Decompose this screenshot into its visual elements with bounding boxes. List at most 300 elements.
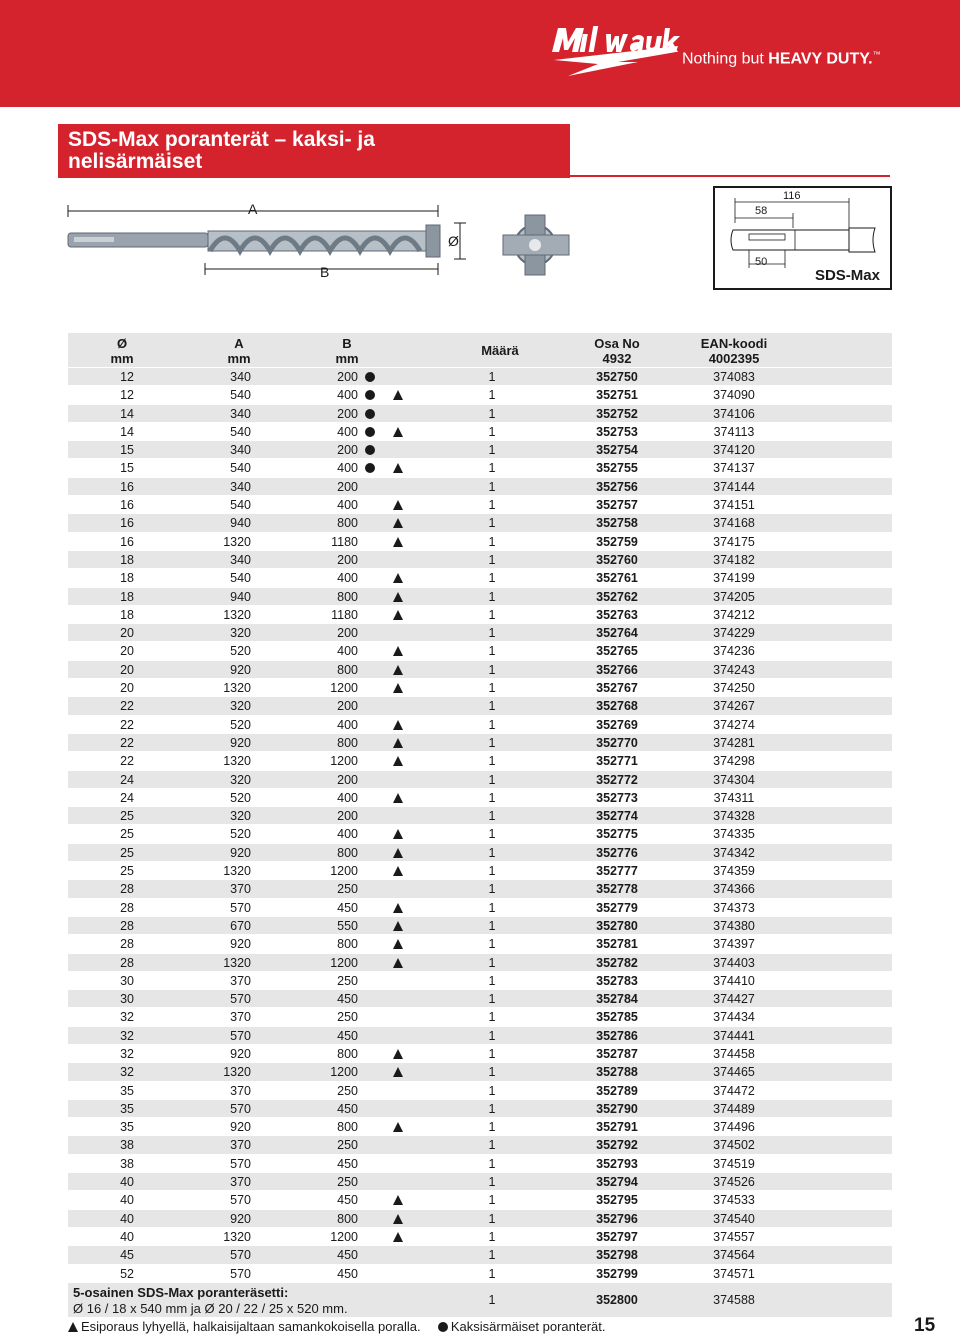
pre-drill-triangle-icon [392, 791, 404, 805]
quantity-cell: 1 [488, 424, 496, 439]
two-cutter-dot-icon [364, 388, 376, 402]
ean-cell: 374335 [713, 827, 755, 842]
diameter-cell: 28 [120, 882, 134, 897]
pre-drill-triangle-icon [392, 1193, 404, 1207]
working-length-cell: 400 [337, 498, 358, 513]
col-b-symbol: B [342, 336, 352, 351]
part-number-cell: 352756 [596, 479, 638, 494]
diameter-cell: 52 [120, 1266, 134, 1281]
pre-drill-triangle-icon [392, 1047, 404, 1061]
diameter-cell: 35 [120, 1101, 134, 1116]
total-length-cell: 540 [230, 388, 251, 403]
total-length-cell: 540 [230, 461, 251, 476]
diameter-cell: 20 [120, 626, 134, 641]
brand-header-bar [0, 0, 960, 107]
two-cutter-dot-icon [364, 443, 376, 457]
set-quantity: 1 [488, 1292, 496, 1307]
ean-cell: 374502 [713, 1138, 755, 1153]
diameter-cell: 35 [120, 1120, 134, 1135]
diameter-cell: 18 [120, 607, 134, 622]
part-number-cell: 352767 [596, 681, 638, 696]
quantity-cell: 1 [488, 845, 496, 860]
quantity-cell: 1 [488, 1028, 496, 1043]
diameter-cell: 28 [120, 900, 134, 915]
table-row [68, 1210, 892, 1228]
working-length-cell: 800 [337, 1211, 358, 1226]
ean-cell: 374090 [713, 388, 755, 403]
quantity-cell: 1 [488, 1046, 496, 1061]
working-length-cell: 200 [337, 552, 358, 567]
table-row [68, 734, 892, 752]
working-length-cell: 450 [337, 1028, 358, 1043]
diameter-cell: 22 [120, 735, 134, 750]
working-length-cell: 200 [337, 809, 358, 824]
diameter-cell: 40 [120, 1229, 134, 1244]
total-length-cell: 370 [230, 1010, 251, 1025]
table-row [68, 1100, 892, 1118]
part-number-cell: 352791 [596, 1120, 638, 1135]
ean-cell: 374373 [713, 900, 755, 915]
ean-cell: 374236 [713, 644, 755, 659]
working-length-cell: 400 [337, 827, 358, 842]
diameter-cell: 16 [120, 479, 134, 494]
total-length-cell: 340 [230, 370, 251, 384]
total-length-cell: 570 [230, 1101, 251, 1116]
diameter-cell: 24 [120, 772, 134, 787]
table-row [68, 844, 892, 862]
diameter-cell: 14 [120, 406, 134, 421]
diameter-cell: 28 [120, 937, 134, 952]
total-length-cell: 920 [230, 735, 251, 750]
quantity-cell: 1 [488, 644, 496, 659]
total-length-cell: 540 [230, 571, 251, 586]
quantity-cell: 1 [488, 1193, 496, 1208]
total-length-cell: 920 [230, 1211, 251, 1226]
table-row [68, 917, 892, 935]
part-number-cell: 352750 [596, 370, 638, 384]
total-length-cell: 1320 [223, 955, 251, 970]
quantity-cell: 1 [488, 1120, 496, 1135]
col-b-unit: mm [335, 351, 359, 366]
ean-cell: 374113 [713, 424, 755, 439]
quantity-cell: 1 [488, 589, 496, 604]
table-row [68, 1118, 892, 1136]
pre-drill-triangle-icon [392, 663, 404, 677]
table-row [68, 478, 892, 496]
pre-drill-triangle-icon [392, 425, 404, 439]
quantity-cell: 1 [488, 1010, 496, 1025]
ean-cell: 374281 [713, 735, 755, 750]
pre-drill-triangle-icon [392, 1120, 404, 1134]
working-length-cell: 800 [337, 845, 358, 860]
quantity-cell: 1 [488, 370, 496, 384]
diameter-cell: 40 [120, 1175, 134, 1190]
total-length-cell: 1320 [223, 534, 251, 549]
two-cutter-dot-icon [364, 370, 376, 384]
total-length-cell: 320 [230, 809, 251, 824]
table-row [68, 386, 892, 404]
col-part-number-title: Osa No [594, 336, 640, 351]
ean-cell: 374557 [713, 1229, 755, 1244]
ean-cell: 374120 [713, 443, 755, 458]
working-length-cell: 800 [337, 735, 358, 750]
part-number-cell: 352765 [596, 644, 638, 659]
table-row [68, 1045, 892, 1063]
quantity-cell: 1 [488, 754, 496, 769]
table-row [68, 405, 892, 423]
drill-tip-end-view [495, 207, 580, 282]
part-number-cell: 352776 [596, 845, 638, 860]
ean-cell: 374106 [713, 406, 755, 421]
col-diameter-header [108, 336, 136, 366]
quantity-cell: 1 [488, 516, 496, 531]
table-row [68, 935, 892, 953]
ean-cell: 374397 [713, 937, 755, 952]
part-number-cell: 352785 [596, 1010, 638, 1025]
table-row [68, 423, 892, 441]
quantity-cell: 1 [488, 900, 496, 915]
ean-cell: 374496 [713, 1120, 755, 1135]
table-row [68, 697, 892, 715]
quantity-cell: 1 [488, 681, 496, 696]
quantity-cell: 1 [488, 1229, 496, 1244]
total-length-cell: 1320 [223, 1229, 251, 1244]
dimension-a-label: A [248, 201, 258, 217]
ean-cell: 374144 [713, 479, 755, 494]
legend-dot-text: Kaksisärmäiset poranterät. [450, 1319, 606, 1334]
part-number-cell: 352770 [596, 735, 638, 750]
pre-drill-triangle-icon [392, 754, 404, 768]
quantity-cell: 1 [488, 735, 496, 750]
total-length-cell: 920 [230, 1046, 251, 1061]
part-number-cell: 352795 [596, 1193, 638, 1208]
pre-drill-triangle-icon [392, 644, 404, 658]
col-part-number-prefix: 4932 [602, 351, 632, 366]
quantity-cell: 1 [488, 937, 496, 952]
table-row [68, 496, 892, 514]
working-length-cell: 400 [337, 461, 358, 476]
ean-cell: 374380 [713, 918, 755, 933]
working-length-cell: 450 [337, 1248, 358, 1263]
table-row [68, 1008, 892, 1026]
quantity-cell: 1 [488, 1065, 496, 1080]
part-number-cell: 352762 [596, 589, 638, 604]
table-row [68, 825, 892, 843]
part-number-cell: 352786 [596, 1028, 638, 1043]
working-length-cell: 1200 [330, 955, 358, 970]
quantity-cell: 1 [488, 1175, 496, 1190]
col-a-unit: mm [227, 351, 251, 366]
total-length-cell: 370 [230, 1138, 251, 1153]
quantity-cell: 1 [488, 699, 496, 714]
part-number-cell: 352769 [596, 717, 638, 732]
pre-drill-triangle-icon [392, 736, 404, 750]
working-length-cell: 450 [337, 900, 358, 915]
diameter-cell: 16 [120, 516, 134, 531]
working-length-cell: 250 [337, 1138, 358, 1153]
part-number-cell: 352754 [596, 443, 638, 458]
total-length-cell: 570 [230, 1193, 251, 1208]
part-number-cell: 352788 [596, 1065, 638, 1080]
working-length-cell: 800 [337, 1120, 358, 1135]
ean-cell: 374526 [713, 1175, 755, 1190]
diameter-cell: 30 [120, 973, 134, 988]
table-row [68, 1136, 892, 1154]
total-length-cell: 570 [230, 900, 251, 915]
ean-cell: 374182 [713, 552, 755, 567]
ean-cell: 374151 [713, 498, 755, 513]
total-length-cell: 940 [230, 516, 251, 531]
part-number-cell: 352799 [596, 1266, 638, 1281]
pre-drill-triangle-icon [392, 1212, 404, 1226]
working-length-cell: 200 [337, 370, 358, 384]
set-ean: 374588 [713, 1292, 755, 1307]
table-row [68, 606, 892, 624]
total-length-cell: 540 [230, 498, 251, 513]
drill-bit-illustration [60, 195, 480, 285]
part-number-cell: 352780 [596, 918, 638, 933]
pre-drill-triangle-icon [392, 1065, 404, 1079]
working-length-cell: 200 [337, 626, 358, 641]
table-row [68, 642, 892, 660]
table-row [68, 752, 892, 770]
quantity-cell: 1 [488, 626, 496, 641]
working-length-cell: 450 [337, 1266, 358, 1281]
quantity-cell: 1 [488, 1266, 496, 1281]
pre-drill-triangle-icon [392, 590, 404, 604]
quantity-cell: 1 [488, 607, 496, 622]
table-row [68, 789, 892, 807]
part-number-cell: 352781 [596, 937, 638, 952]
set-part-number: 352800 [596, 1292, 638, 1307]
ean-cell: 374533 [713, 1193, 755, 1208]
table-row [68, 588, 892, 606]
total-length-cell: 920 [230, 1120, 251, 1135]
total-length-cell: 570 [230, 1028, 251, 1043]
col-ean-prefix: 4002395 [708, 351, 760, 366]
ean-cell: 374465 [713, 1065, 755, 1080]
working-length-cell: 200 [337, 699, 358, 714]
ean-cell: 374311 [713, 790, 755, 805]
working-length-cell: 200 [337, 406, 358, 421]
table-row [68, 1155, 892, 1173]
diameter-cell: 24 [120, 790, 134, 805]
quantity-cell: 1 [488, 827, 496, 842]
diameter-cell: 32 [120, 1010, 134, 1025]
two-cutter-dot-icon [364, 425, 376, 439]
pre-drill-triangle-icon [392, 937, 404, 951]
total-length-cell: 320 [230, 626, 251, 641]
total-length-cell: 540 [230, 424, 251, 439]
part-number-cell: 352772 [596, 772, 638, 787]
total-length-cell: 320 [230, 772, 251, 787]
ean-cell: 374243 [713, 662, 755, 677]
part-number-cell: 352773 [596, 790, 638, 805]
part-number-cell: 352763 [596, 607, 638, 622]
working-length-cell: 1200 [330, 1229, 358, 1244]
legend [68, 1319, 606, 1334]
dimension-b-label: B [320, 264, 330, 280]
table-row [68, 1173, 892, 1191]
working-length-cell: 400 [337, 424, 358, 439]
part-number-cell: 352787 [596, 1046, 638, 1061]
working-length-cell: 250 [337, 1010, 358, 1025]
diameter-cell: 18 [120, 571, 134, 586]
diameter-cell: 18 [120, 552, 134, 567]
dimension-116: 116 [783, 190, 801, 202]
quantity-cell: 1 [488, 1156, 496, 1171]
part-number-cell: 352757 [596, 498, 638, 513]
col-b-header [331, 336, 363, 366]
pre-drill-triangle-icon [392, 535, 404, 549]
table-row [68, 862, 892, 880]
ean-cell: 374489 [713, 1101, 755, 1116]
working-length-cell: 400 [337, 644, 358, 659]
quantity-cell: 1 [488, 1101, 496, 1116]
page-number: 15 [914, 1315, 936, 1335]
working-length-cell: 450 [337, 1156, 358, 1171]
quantity-cell: 1 [488, 388, 496, 403]
ean-cell: 374199 [713, 571, 755, 586]
ean-cell: 374472 [713, 1083, 755, 1098]
quantity-cell: 1 [488, 498, 496, 513]
part-number-cell: 352759 [596, 534, 638, 549]
total-length-cell: 1320 [223, 1065, 251, 1080]
pre-drill-triangle-icon [392, 919, 404, 933]
table-row [68, 569, 892, 587]
tagline-bold: HEAVY DUTY. [768, 50, 873, 68]
total-length-cell: 370 [230, 1175, 251, 1190]
quantity-cell: 1 [488, 809, 496, 824]
title-underline [570, 175, 890, 177]
diameter-cell: 28 [120, 918, 134, 933]
working-length-cell: 450 [337, 1193, 358, 1208]
total-length-cell: 920 [230, 662, 251, 677]
diameter-cell: 45 [120, 1248, 134, 1263]
col-diameter-unit: mm [110, 351, 134, 366]
total-length-cell: 520 [230, 644, 251, 659]
part-number-cell: 352774 [596, 809, 638, 824]
working-length-cell: 250 [337, 973, 358, 988]
working-length-cell: 250 [337, 1083, 358, 1098]
ean-cell: 374519 [713, 1156, 755, 1171]
ean-cell: 374212 [713, 607, 755, 622]
total-length-cell: 340 [230, 479, 251, 494]
quantity-cell: 1 [488, 1083, 496, 1098]
part-number-cell: 352764 [596, 626, 638, 641]
part-number-cell: 352761 [596, 571, 638, 586]
ean-cell: 374366 [713, 882, 755, 897]
ean-cell: 374410 [713, 973, 755, 988]
part-number-cell: 352778 [596, 882, 638, 897]
working-length-cell: 800 [337, 662, 358, 677]
working-length-cell: 800 [337, 937, 358, 952]
total-length-cell: 320 [230, 699, 251, 714]
table-row [68, 624, 892, 642]
part-number-cell: 352790 [596, 1101, 638, 1116]
diameter-cell: 25 [120, 864, 134, 879]
pre-drill-triangle-icon [392, 827, 404, 841]
working-length-cell: 400 [337, 571, 358, 586]
total-length-cell: 370 [230, 1083, 251, 1098]
table-row [68, 1082, 892, 1100]
diameter-cell: 40 [120, 1211, 134, 1226]
pre-drill-triangle-icon [392, 608, 404, 622]
legend-triangle-text: Esiporaus lyhyellä, halkaisijaltaan samankokoisella poralla. [81, 1319, 421, 1334]
quantity-cell: 1 [488, 406, 496, 421]
ean-cell: 374427 [713, 992, 755, 1007]
quantity-cell: 1 [488, 992, 496, 1007]
quantity-cell: 1 [488, 717, 496, 732]
table-row [68, 899, 892, 917]
ean-cell: 374168 [713, 516, 755, 531]
table-body [68, 368, 892, 1283]
set-row [68, 1283, 892, 1317]
table-row [68, 533, 892, 551]
ean-cell: 374441 [713, 1028, 755, 1043]
milwaukee-logo [548, 16, 688, 80]
working-length-cell: 400 [337, 717, 358, 732]
two-cutter-dot-icon [364, 407, 376, 421]
diameter-cell: 22 [120, 754, 134, 769]
working-length-cell: 250 [337, 882, 358, 897]
ean-cell: 374328 [713, 809, 755, 824]
total-length-cell: 1320 [223, 607, 251, 622]
diameter-cell: 12 [120, 370, 134, 384]
quantity-cell: 1 [488, 955, 496, 970]
pre-drill-triangle-icon [392, 388, 404, 402]
total-length-cell: 570 [230, 1156, 251, 1171]
total-length-cell: 370 [230, 973, 251, 988]
total-length-cell: 520 [230, 717, 251, 732]
col-a-symbol: A [234, 336, 244, 351]
part-number-cell: 352798 [596, 1248, 638, 1263]
part-number-cell: 352783 [596, 973, 638, 988]
quantity-cell: 1 [488, 662, 496, 677]
part-number-cell: 352751 [596, 388, 638, 403]
part-number-cell: 352755 [596, 461, 638, 476]
diameter-cell: 32 [120, 1065, 134, 1080]
col-ean-title: EAN-koodi [700, 336, 768, 351]
quantity-cell: 1 [488, 918, 496, 933]
working-length-cell: 1180 [331, 607, 358, 622]
part-number-cell: 352794 [596, 1175, 638, 1190]
pre-drill-triangle-icon [392, 461, 404, 475]
table-row [68, 459, 892, 477]
ean-cell: 374434 [713, 1010, 755, 1025]
triangle-icon [68, 1322, 78, 1332]
part-number-cell: 352768 [596, 699, 638, 714]
ean-cell: 374458 [713, 1046, 755, 1061]
col-part-number-header [582, 336, 652, 366]
table-row [68, 771, 892, 789]
table-row [68, 972, 892, 990]
table-row [68, 514, 892, 532]
ean-cell: 374342 [713, 845, 755, 860]
diameter-cell: 22 [120, 717, 134, 732]
total-length-cell: 370 [230, 882, 251, 897]
table-row [68, 807, 892, 825]
table-row [68, 880, 892, 898]
dimension-58: 58 [755, 205, 768, 217]
two-cutter-dot-icon [364, 461, 376, 475]
part-number-cell: 352771 [596, 754, 638, 769]
page-title [58, 124, 570, 178]
total-length-cell: 340 [230, 443, 251, 458]
part-number-cell: 352793 [596, 1156, 638, 1171]
working-length-cell: 400 [337, 790, 358, 805]
diameter-cell: 18 [120, 589, 134, 604]
